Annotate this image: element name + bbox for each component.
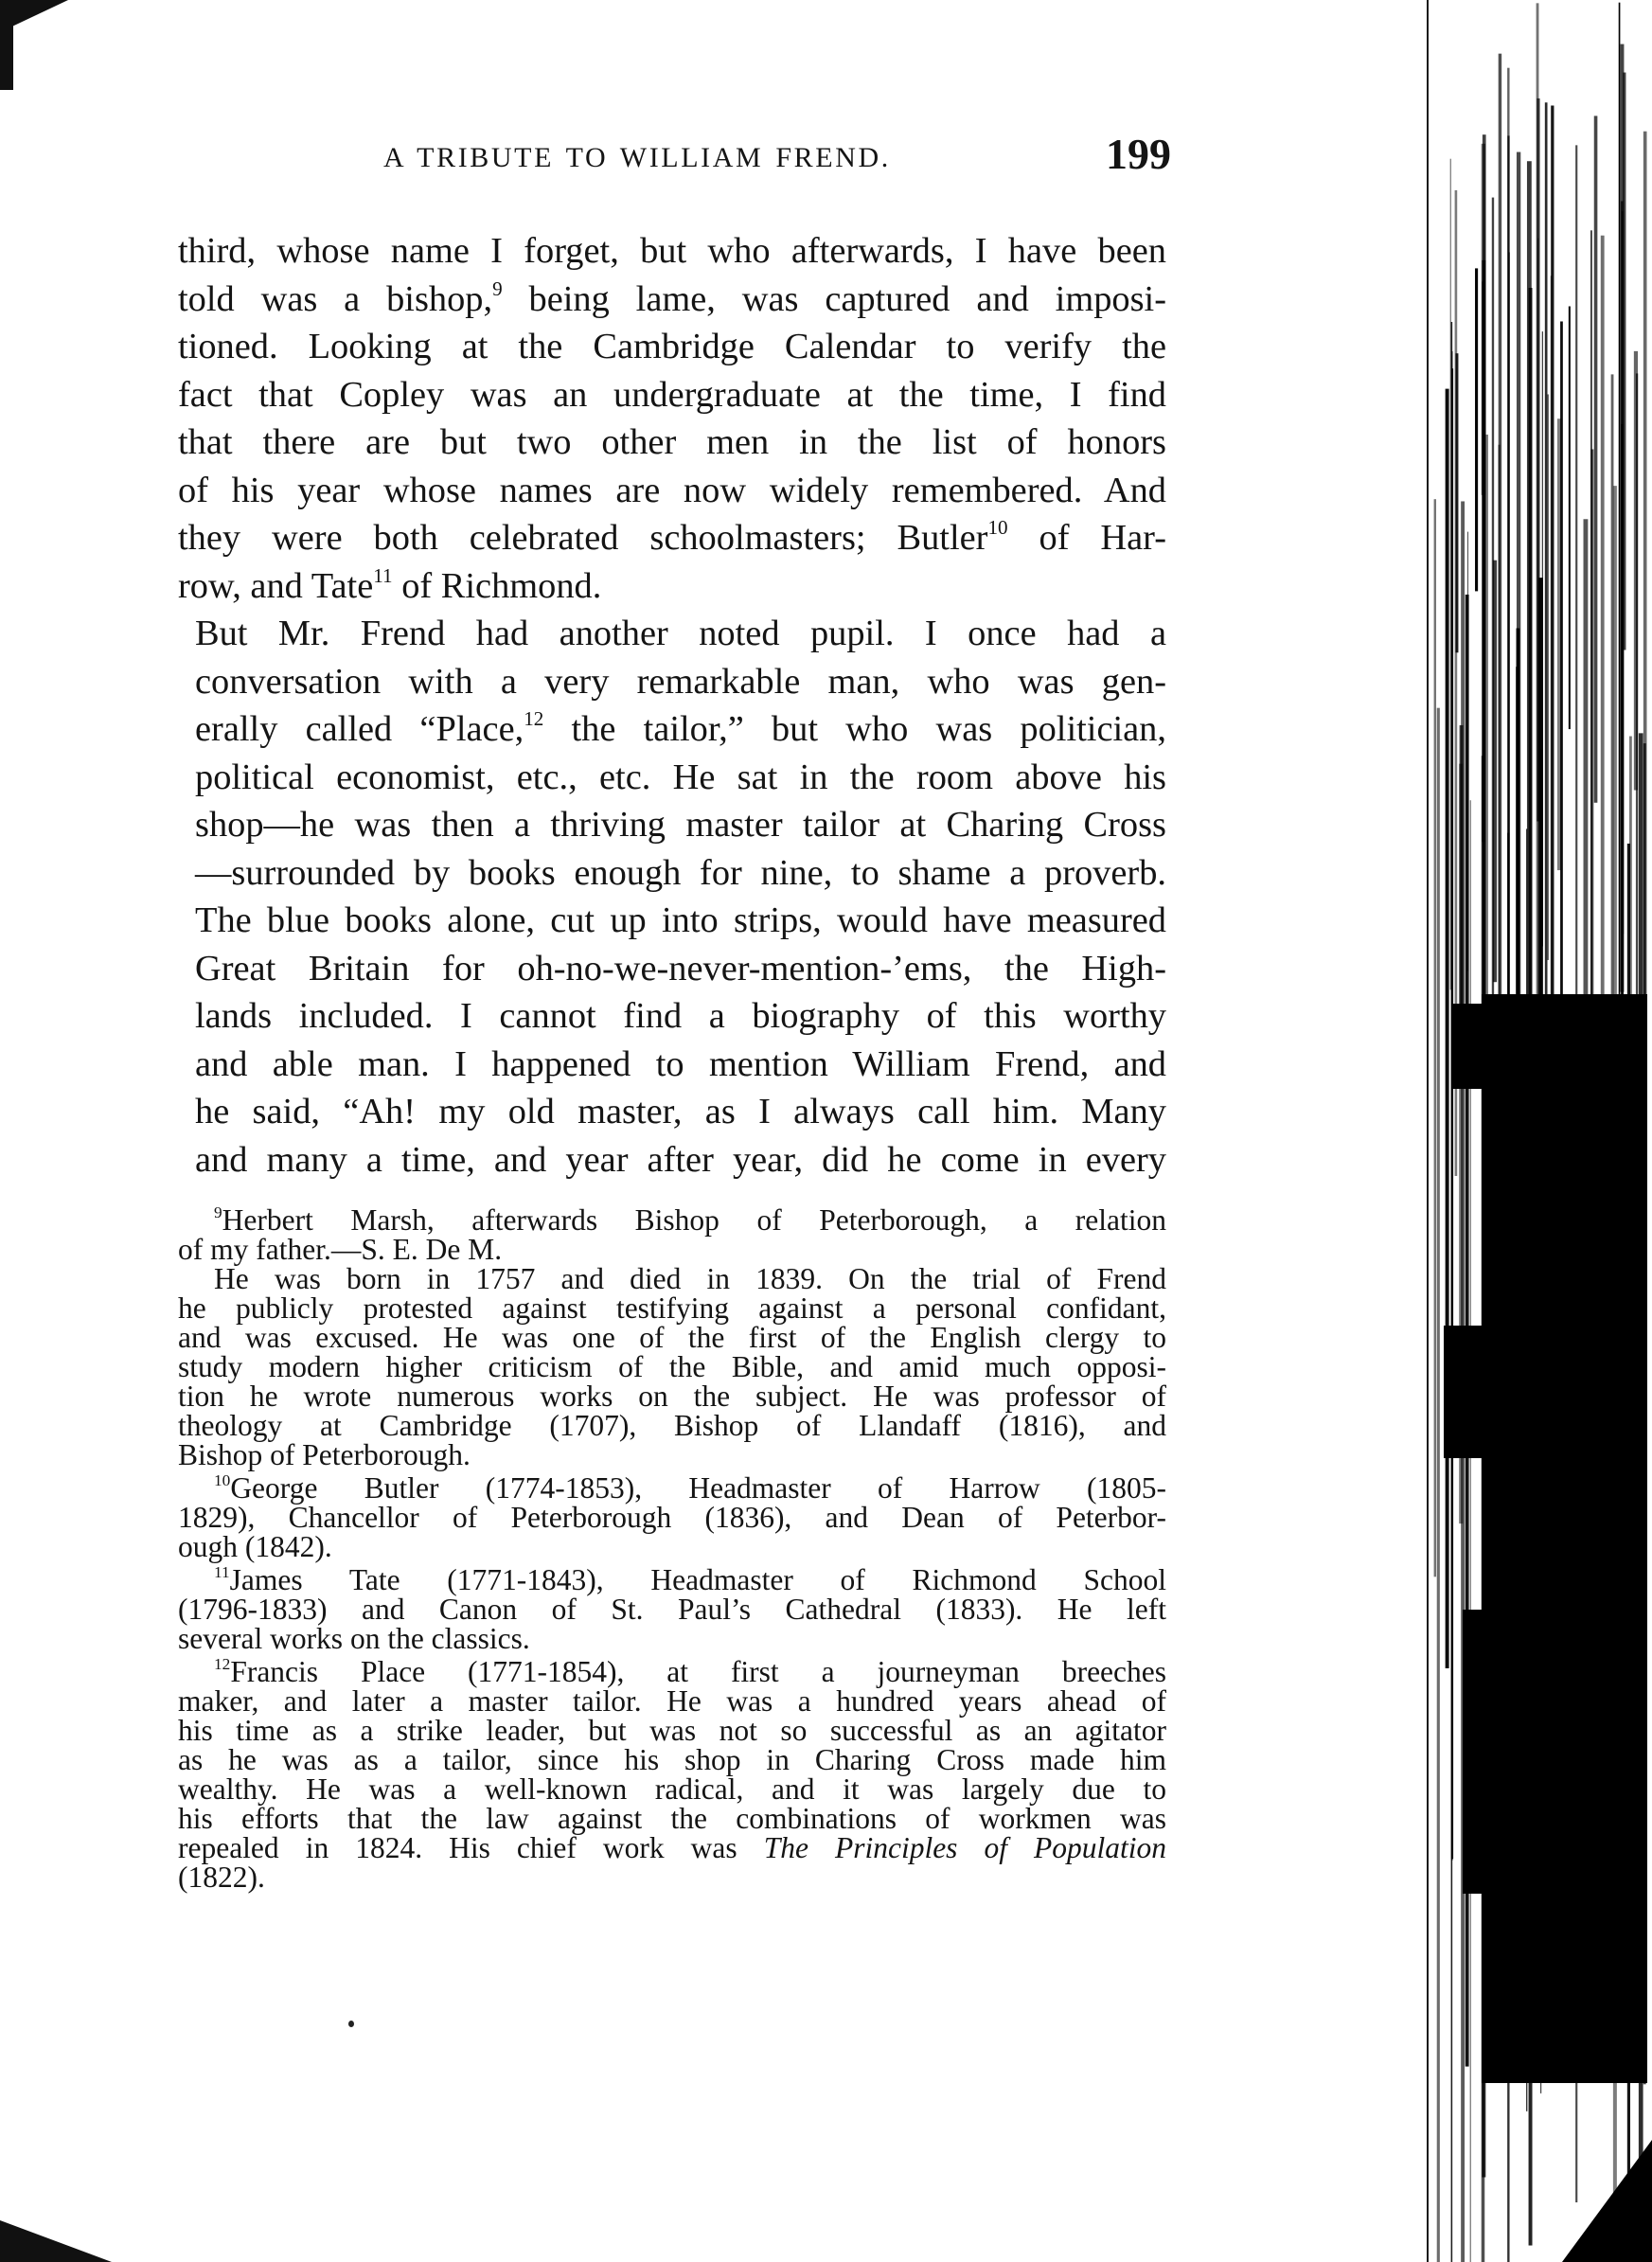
page-edge-stripe [1542,331,1543,946]
paragraph-2 [178,610,1166,1184]
footnote-line: he publicly protested against testifying against a personal confidant, [178,1291,1166,1325]
running-title: A TRIBUTE TO WILLIAM FREND. [383,142,891,173]
page-edge-stripe [1444,1326,1501,1458]
page-edge-stripe [1482,1939,1647,1943]
text-segment: they were both celebrated schoolmasters; Butler [178,518,988,558]
text-segment: being lame, was captured and imposi- [528,278,1166,319]
text-segment: erally called “Place, [195,709,524,749]
footnote-11 [178,1565,1166,1653]
page-edge-stripe [1482,1107,1647,1111]
text-line [178,705,1166,754]
text-segment: told was a bishop, [178,278,493,319]
text-segment: James Tate (1771-1843), Headmaster of Richmond School [229,1563,1166,1596]
text-line: Great Britain for oh-no-we-never-mention-’ems, the High- [195,948,1166,989]
footnote-line: of my father.—S. E. De M. [178,1233,503,1266]
footnote-line: tion he wrote numerous works on the subject. He was professor of [178,1380,1166,1413]
page-edge-stripe [1482,1665,1647,1668]
text-line: The blue books alone, cut up into strips, would have measured [195,900,1166,940]
page-edge-stripe [1482,1828,1647,1830]
page-edge-stripe [1482,1461,1647,1467]
page-edge-stripe [1437,708,1440,2262]
page-edge-stripe [1482,1569,1647,1576]
body-text [178,227,1166,1184]
text-line: and able man. I happened to mention William Frend, and [195,1043,1166,1084]
page-edge-stripe [1482,1981,1647,1986]
footnote-9 [178,1205,1166,1469]
page-edge-stripe [1482,1383,1647,1389]
footnote-line: study modern higher criticism of the Bible, and amid much opposi- [178,1350,1166,1383]
page-edge-stripe [1622,211,1624,934]
page-edge-stripe [1548,394,1549,959]
footnote-ref-11: 11 [373,563,393,587]
text-line: lands included. I cannot find a biography of this worthy [195,996,1166,1036]
text-line: fact that Copley was an undergraduate at the time, I find [178,374,1166,415]
page-edge-stripe [1482,1427,1647,1430]
footnote-ref-9: 9 [492,276,503,300]
page-edge-stripe [1482,1083,1647,1086]
footnote-mark: 10 [214,1471,231,1490]
page-edge-stripe [1482,1008,1647,1011]
book-title: The Principles of Population [763,1831,1166,1864]
page-edge-stripe [1482,1025,1647,1029]
page-edge-stripe [1482,2007,1647,2010]
page-edge-stripe [1482,1451,1647,1453]
footnotes [178,1205,1166,1896]
page-edge-stripe [1482,1784,1647,1788]
page-edge-stripe [1594,116,1598,802]
text-segment: row, and Tate [178,565,374,606]
page-edge-stripe [1467,532,1468,971]
text-line: But Mr. Frend had another noted pupil. I once had a [195,614,1166,653]
footnote-ref-12: 12 [524,707,544,731]
text-segment: Francis Place (1771-1854), at first a journeyman breeches [230,1655,1166,1688]
book-page-edges [1425,0,1652,2262]
footnote-ref-10: 10 [987,516,1008,540]
page-edge-stripe [1482,1111,1647,1114]
text-line: he said, “Ah! my old master, as I always call him. Many [195,1092,1166,1131]
page-edge-stripe [1482,1737,1647,1742]
footnote-line [178,1833,1166,1862]
footnote-line [178,1205,1166,1235]
footnote-line [178,1473,1166,1503]
text-line: third, whose name I forget, but who afterwards, I have been [178,231,1166,271]
footnote-mark: 11 [214,1563,230,1582]
text-segment: of Richmond. [401,565,602,606]
footnote-line: (1796-1833) and Canon of St. Paul’s Cathedral (1833). He left [178,1593,1166,1626]
page-edge-stripe [1434,499,1436,1576]
text-line: that there are but two other men in the list of honors [178,422,1166,462]
footnote-line: Bishop of Peterborough. [178,1438,471,1471]
page-edge-stripe [1569,306,1571,729]
footnote-line: 1829), Chancellor of Peterborough (1836), and Dean of Peterbor- [178,1501,1166,1534]
scan-corner-bottom-left [0,2220,112,2262]
footnote-12 [178,1657,1166,1892]
page-edge-stripe [1453,1004,1482,1089]
text-segment: of Har- [1039,518,1166,558]
footnote-line [178,1657,1166,1686]
page-edge-stripe [1482,994,1647,998]
text-line: of his year whose names are now widely remembered. And [178,470,1166,510]
text-line [178,276,1166,324]
footnote-line: several works on the classics. [178,1622,530,1655]
page-edge-stripe [1482,1127,1647,1131]
text-line: political economist, etc., etc. He sat in the room above his [195,757,1166,797]
page-edge-stripe [1551,105,1554,1091]
page-edge-stripe [1482,1477,1647,1482]
page-edge-stripe [1482,1323,1647,1327]
page-edge-stripe [1482,1643,1647,1646]
footnote-line: maker, and later a master tailor. He was a hundred years ahead of [178,1684,1166,1718]
page-edge-stripe [1482,1154,1647,1158]
page-edge-stripe [1557,419,1561,870]
page-edge-stripe [1451,368,1453,1859]
footnote-line: as he was as a tailor, since his shop in Charing Cross made him [178,1743,1166,1776]
page-edge-stripe [1482,2046,1647,2052]
footnote-line: and was excused. He was one of the first of the English clergy to [178,1321,1166,1354]
scan-speck [348,2021,354,2027]
page-edge-stripe [1482,1092,1647,1095]
page-edge-stripe [1482,1843,1647,1848]
page-edge-stripe [1482,1334,1647,1340]
text-segment: the tailor,” but who was politician, [571,709,1166,749]
footnote-line: (1822). [178,1861,265,1894]
page-edge-stripe [1446,389,1449,1668]
text-segment: George Butler (1774-1853), Headmaster of Harrow (1805- [230,1471,1166,1505]
text-line [178,562,1166,611]
text-line: conversation with a very remarkable man, who was gen- [195,661,1166,702]
page-edge-stripe [1482,1819,1647,1821]
text-line: shop—he was then a thriving master tailor at Charing Cross [195,805,1166,845]
footnote-line [178,1565,1166,1594]
text-line: tioned. Looking at the Cambridge Calendar to verify the [178,327,1166,366]
page-edge-stripe [1482,1214,1647,1220]
page-edge-stripe [1482,1056,1647,1059]
text-segment: repealed in 1824. His chief work was [178,1831,737,1864]
footnote-10 [178,1473,1166,1561]
footnote-line: wealthy. He was a well-known radical, and it was largely due to [178,1772,1166,1806]
text-line: —surrounded by books enough for nine, to shame a proverb. [195,852,1166,893]
page-edge-stripe [1482,1964,1647,1968]
page-number: 199 [1106,130,1171,178]
page-edge-stripe [1463,1610,1501,1894]
text-line [178,514,1166,562]
paragraph-1 [178,227,1166,610]
scan-edge-top-left [0,0,13,90]
footnote-line: He was born in 1757 and died in 1839. On the trial of Frend [214,1262,1166,1295]
footnote-mark: 12 [214,1655,231,1674]
page-edge-stripe [1482,1117,1647,1121]
page-edge-stripe [1427,0,1429,2262]
footnote-line: ough (1842). [178,1530,332,1563]
page-edge-stripe [1634,351,1638,791]
text-segment: Herbert Marsh, afterwards Bishop of Peterborough, a relation [222,1203,1166,1237]
footnote-mark: 9 [214,1203,222,1222]
page-edge-stripe [1482,1012,1647,1018]
text-line: and many a time, and year after year, did he come in every [195,1139,1166,1180]
page-edge-stripe [1482,1496,1647,1502]
page-edge-stripe [1475,268,1478,591]
footnote-line: his time as a strike leader, but was not so successful as an agitator [178,1714,1166,1747]
page-edge-stripe [1517,152,1520,1056]
page-edge-stripes [1425,0,1652,2262]
page-edge-stripe [1482,1535,1647,1540]
footnote-line: his efforts that the law against the combinations of workmen was [178,1802,1166,1835]
footnote-line: theology at Cambridge (1707), Bishop of Llandaff (1816), and [178,1409,1166,1442]
